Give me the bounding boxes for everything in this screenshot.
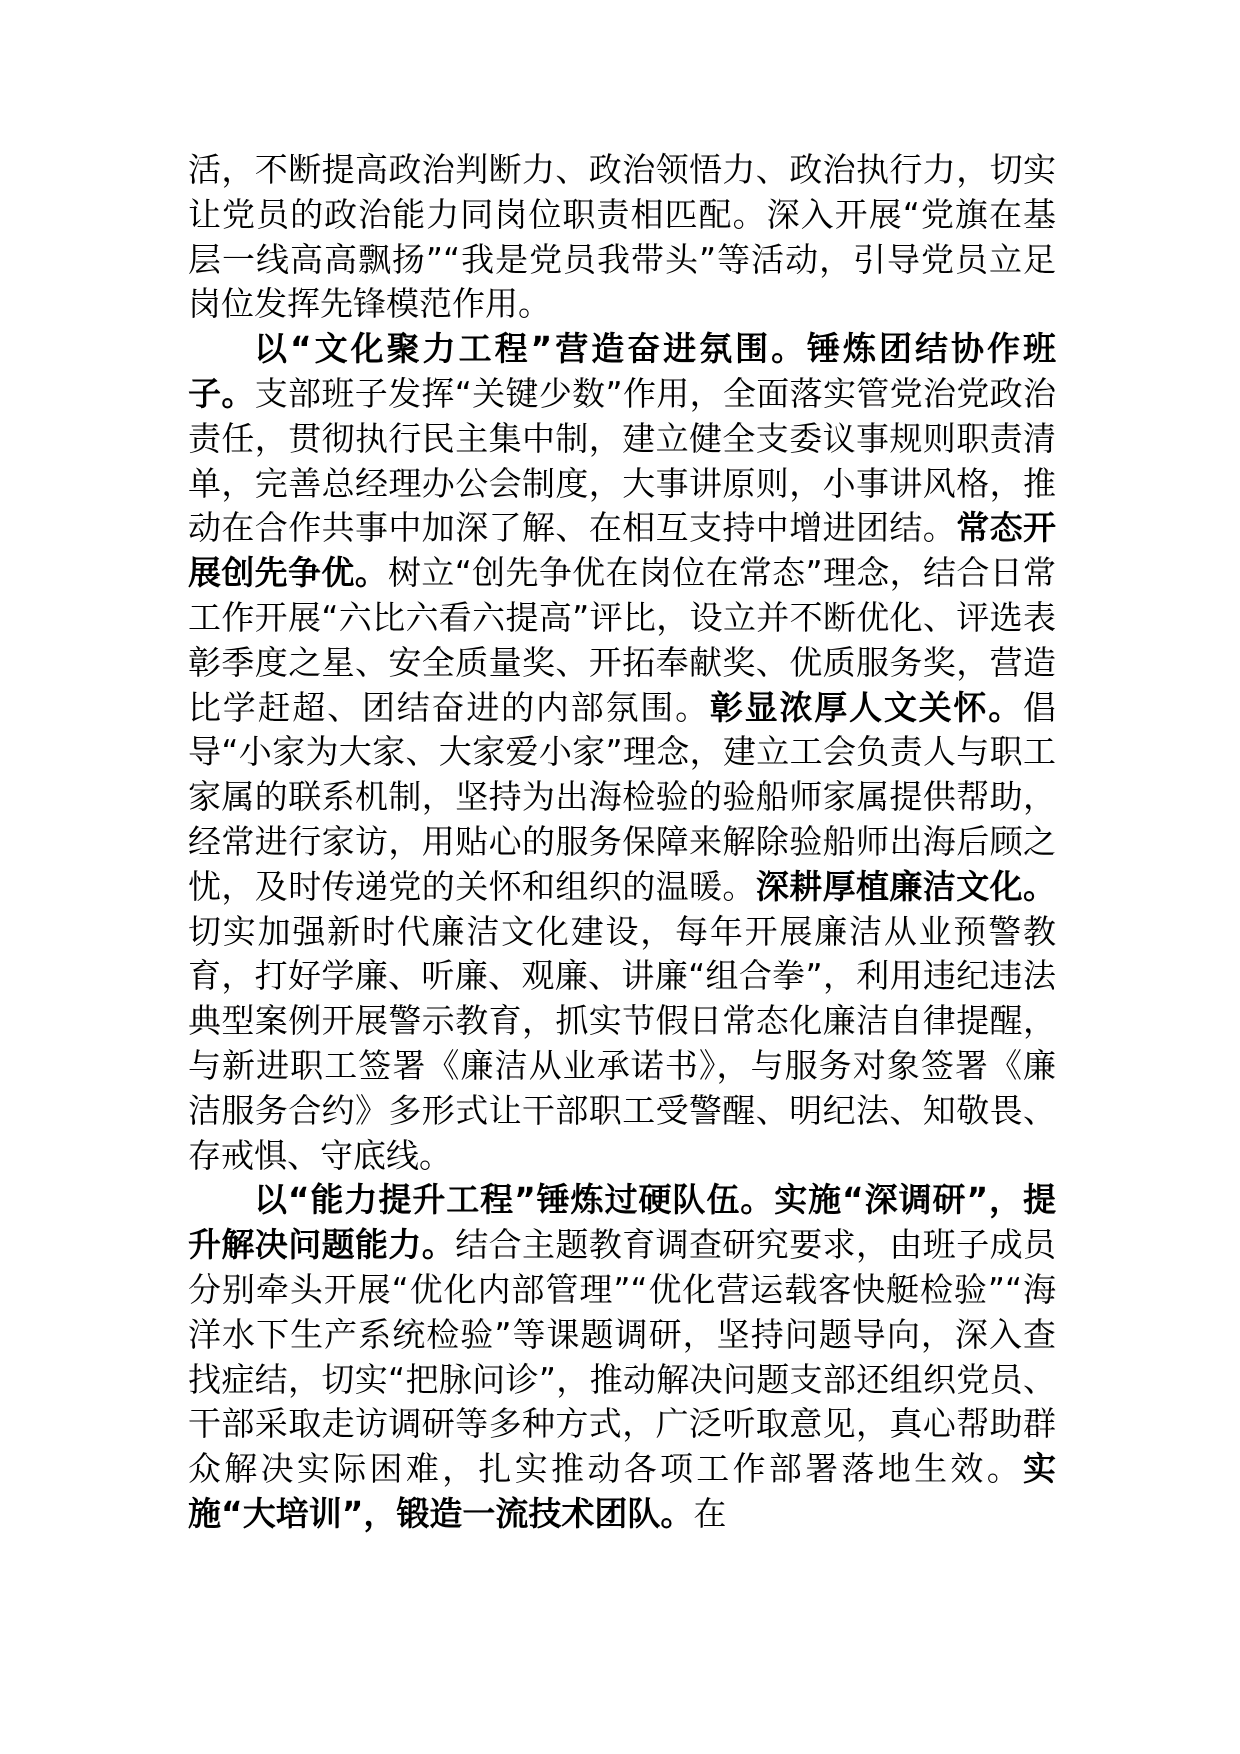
subheading-excellence: 常态开展创先争优。 <box>188 508 1057 593</box>
paragraph-3-text-b: 在 <box>693 1493 727 1533</box>
paragraph-2-text-a: 支部班子发挥“关键少数”作用，全面落实管党治党政治责任，贯彻执行民主集中制，建立健全支委议事规则职责清单，完善总经理办公会制度，大事讲原则，小事讲风格，推动在合作共事中加深了解、在相互支持中增进团结。 <box>188 373 1057 548</box>
paragraph-2 <box>188 327 1056 1178</box>
subheading-humanistic-care: 彰显浓厚人文关怀。 <box>709 687 1024 727</box>
section-heading-capability: 以“能力提升工程”锤炼过硬队伍。实施“深调研”，提升解决问题能力。 <box>188 1180 1056 1265</box>
document-body <box>188 148 1056 1537</box>
subheading-integrity-culture: 深耕厚植廉洁文化。 <box>755 866 1057 906</box>
paragraph-3-text-a: 结合主题教育调查研究要求，由班子成员分别牵头开展“优化内部管理”“优化营运载客快艇检验”“海洋水下生产系统检验”等课题调研，坚持问题导向，深入查找症结，切实“把脉问诊”，推动解决问题支部还组织党员、干部采取走访调研等多种方式，广泛听取意见，真心帮助群众解决实际困难，扎实推动各项工作部署落地生效。 <box>188 1225 1057 1489</box>
paragraph-3 <box>188 1178 1056 1536</box>
paragraph-1-text: 活，不断提高政治判断力、政治领悟力、政治执行力，切实让党员的政治能力同岗位职责相匹配。深入开展“党旗在基层一线高高飘扬”“我是党员我带头”等活动，引导党员立足岗位发挥先锋模范作用。 <box>188 150 1056 324</box>
section-heading-culture: 以“文化聚力工程”营造奋进氛围。锤炼团结协作班子。 <box>188 329 1056 413</box>
paragraph-2-text-d: 切实加强新时代廉洁文化建设，每年开展廉洁从业预警教育，打好学廉、听廉、观廉、讲廉“组合拳”，利用违纪违法典型案例开展警示教育，抓实节假日常态化廉洁自律提醒，与新进职工签署《廉洁从业承诺书》，与服务对象签署《廉洁服务合约》多形式让干部职工受警醒、明纪法、知敬畏、存戒惧、守底线。 <box>188 911 1056 1175</box>
subheading-training: 实施“大培训”，锻造一流技术团队。 <box>188 1449 1056 1533</box>
paragraph-2-text-b: 树立“创先争优在岗位在常态”理念，结合日常工作开展“六比六看六提高”评比，设立并不断优化、评选表彰季度之星、安全质量奖、开拓奉献奖、优质服务奖，营造比学赶超、团结奋进的内部氛围。 <box>188 553 1056 727</box>
paragraph-2-text-c: 倡导“小家为大家、大家爱小家”理念，建立工会负责人与职工家属的联系机制，坚持为出海检验的验船师家属提供帮助，经常进行家访，用贴心的服务保障来解除验船师出海后顾之忧，及时传递党的关怀和组织的温暖。 <box>188 687 1057 906</box>
paragraph-1 <box>188 148 1056 327</box>
